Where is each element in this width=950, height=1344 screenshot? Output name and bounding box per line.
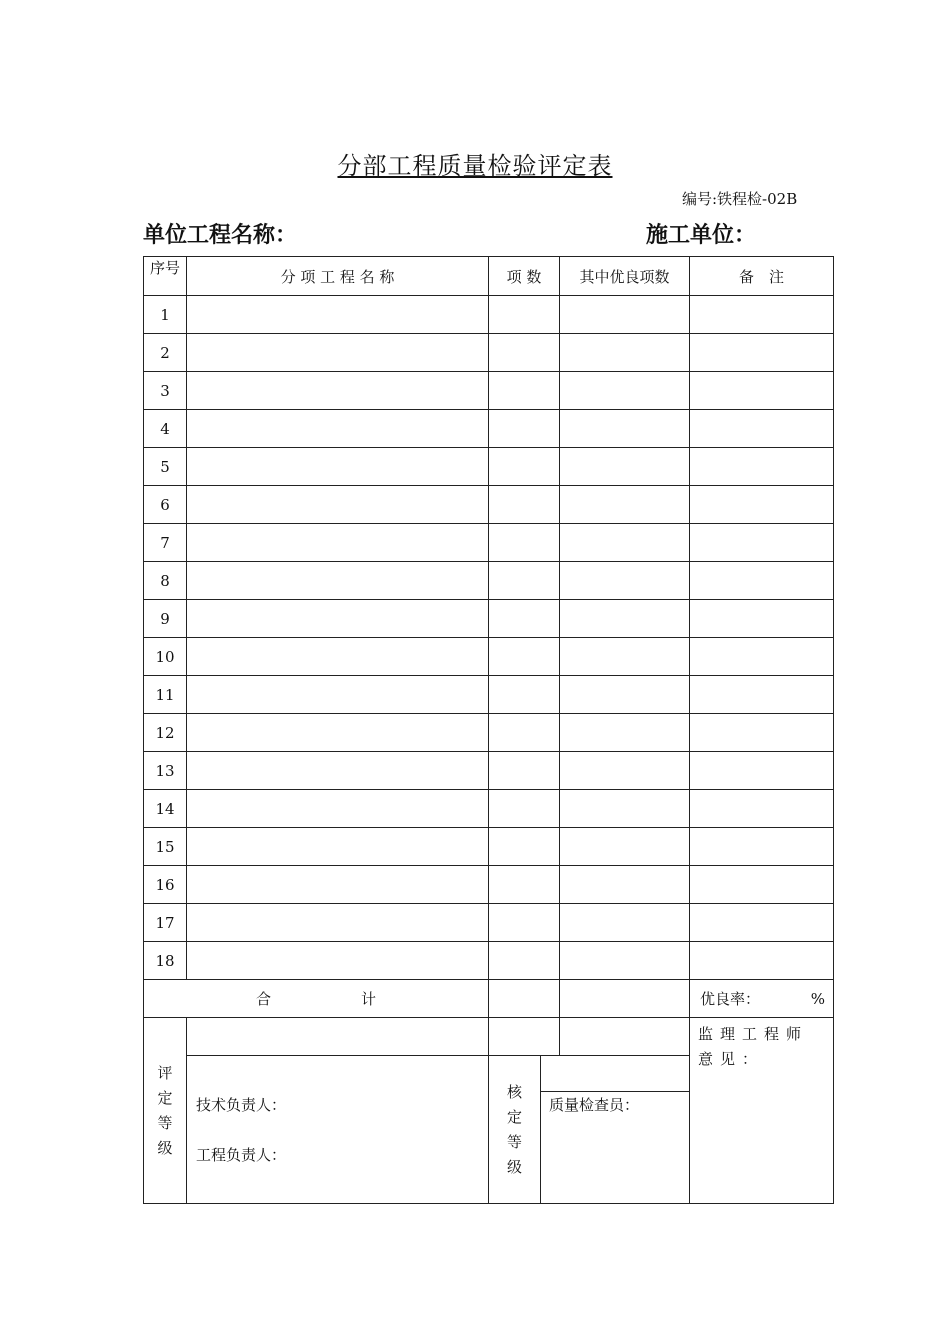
- table-row: [144, 372, 834, 410]
- rate-label: 优良率：: [700, 990, 761, 1008]
- remark-cell[interactable]: [690, 752, 834, 790]
- table-row: [144, 524, 834, 562]
- seq-cell: 10: [144, 638, 187, 676]
- tech-lead-label: 技术负责人：: [196, 1096, 287, 1114]
- subitem-name-cell[interactable]: [187, 904, 489, 942]
- grade-excellent-cell[interactable]: [560, 1018, 690, 1056]
- remark-cell[interactable]: [690, 524, 834, 562]
- remark-cell[interactable]: [690, 904, 834, 942]
- seq-cell: 2: [144, 334, 187, 372]
- table-row: [144, 790, 834, 828]
- name-header: 分 项 工 程 名 称: [187, 257, 489, 296]
- supervisor-opinion[interactable]: 监理工程师意见：: [690, 1018, 834, 1204]
- unit-project-label: 单位工程名称：: [143, 223, 298, 248]
- excellent-count-cell[interactable]: [560, 676, 690, 714]
- excellent-header: 其中优良项数: [560, 257, 690, 296]
- seq-cell: 6: [144, 486, 187, 524]
- seq-cell: 5: [144, 448, 187, 486]
- grade-row-top: [144, 1018, 834, 1056]
- remark-cell[interactable]: [690, 410, 834, 448]
- seq-cell: 12: [144, 714, 187, 752]
- subitem-name-cell[interactable]: [187, 828, 489, 866]
- seq-cell: 3: [144, 372, 187, 410]
- remark-header: 备 注: [690, 257, 834, 296]
- subitem-name-cell[interactable]: [187, 562, 489, 600]
- table-row: [144, 448, 834, 486]
- count-cell[interactable]: [489, 904, 560, 942]
- subitem-name-cell[interactable]: [187, 410, 489, 448]
- remark-cell[interactable]: [690, 448, 834, 486]
- subitem-name-cell[interactable]: [187, 638, 489, 676]
- subitem-name-cell[interactable]: [187, 866, 489, 904]
- excellent-count-cell[interactable]: [560, 600, 690, 638]
- seq-cell: 1: [144, 296, 187, 334]
- excellent-count-cell[interactable]: [560, 296, 690, 334]
- remark-cell[interactable]: [690, 866, 834, 904]
- remark-cell[interactable]: [690, 296, 834, 334]
- subitem-name-cell[interactable]: [187, 296, 489, 334]
- eng-lead-label: 工程负责人：: [196, 1146, 287, 1164]
- table-row: [144, 486, 834, 524]
- table-row: [144, 942, 834, 980]
- total-row: [144, 980, 834, 1018]
- count-cell[interactable]: [489, 866, 560, 904]
- count-cell[interactable]: [489, 638, 560, 676]
- count-cell[interactable]: [489, 410, 560, 448]
- count-cell[interactable]: [489, 562, 560, 600]
- total-count-cell[interactable]: [489, 980, 560, 1018]
- verify-grade-label: 核 定 等 级: [489, 1056, 541, 1204]
- table-row: [144, 638, 834, 676]
- excellent-count-cell[interactable]: [560, 828, 690, 866]
- table-row: [144, 828, 834, 866]
- table-header-row: [144, 257, 834, 296]
- remark-cell[interactable]: [690, 676, 834, 714]
- evaluation-table: [143, 256, 834, 1204]
- table-row: [144, 296, 834, 334]
- remark-cell[interactable]: [690, 372, 834, 410]
- subitem-name-cell[interactable]: [187, 714, 489, 752]
- count-cell[interactable]: [489, 334, 560, 372]
- remark-cell[interactable]: [690, 600, 834, 638]
- qc-inspector-cell[interactable]: [541, 1092, 690, 1204]
- excellent-count-cell[interactable]: [560, 904, 690, 942]
- excellent-count-cell[interactable]: [560, 410, 690, 448]
- total-excellent-cell[interactable]: [560, 980, 690, 1018]
- subitem-name-cell[interactable]: [187, 752, 489, 790]
- count-cell[interactable]: [489, 714, 560, 752]
- seq-cell: 14: [144, 790, 187, 828]
- table-row: [144, 904, 834, 942]
- count-cell[interactable]: [489, 790, 560, 828]
- remark-cell[interactable]: [690, 638, 834, 676]
- grade-value-cell[interactable]: [187, 1018, 489, 1056]
- grade-label: 评 定 等 级: [144, 1018, 187, 1204]
- table-row: [144, 562, 834, 600]
- excellent-count-cell[interactable]: [560, 752, 690, 790]
- total-label: 合 计: [144, 980, 489, 1018]
- remark-cell[interactable]: [690, 714, 834, 752]
- page-title: 分部工程质量检验评定表: [337, 152, 613, 180]
- table-row: [144, 866, 834, 904]
- remark-cell[interactable]: [690, 790, 834, 828]
- table-row: [144, 600, 834, 638]
- table-body: [144, 296, 834, 980]
- excellent-count-cell[interactable]: [560, 372, 690, 410]
- table-row: [144, 410, 834, 448]
- seq-cell: 18: [144, 942, 187, 980]
- subitem-name-cell[interactable]: [187, 524, 489, 562]
- count-cell[interactable]: [489, 942, 560, 980]
- seq-cell: 11: [144, 676, 187, 714]
- remark-cell[interactable]: [690, 486, 834, 524]
- subitem-name-cell[interactable]: [187, 790, 489, 828]
- count-cell[interactable]: [489, 676, 560, 714]
- excellent-count-cell[interactable]: [560, 790, 690, 828]
- excellent-count-cell[interactable]: [560, 334, 690, 372]
- count-cell[interactable]: [489, 372, 560, 410]
- remark-cell[interactable]: [690, 828, 834, 866]
- subitem-name-cell[interactable]: [187, 448, 489, 486]
- verify-grade-cell[interactable]: [541, 1056, 690, 1092]
- subitem-name-cell[interactable]: [187, 676, 489, 714]
- count-cell[interactable]: [489, 600, 560, 638]
- grade-count-cell[interactable]: [489, 1018, 560, 1056]
- count-cell[interactable]: [489, 448, 560, 486]
- excellent-count-cell[interactable]: [560, 562, 690, 600]
- contractor-label: 施工单位：: [646, 223, 757, 248]
- subitem-name-cell[interactable]: [187, 486, 489, 524]
- excellent-count-cell[interactable]: [560, 942, 690, 980]
- seq-cell: 8: [144, 562, 187, 600]
- table-row: [144, 676, 834, 714]
- form-code: 编号:铁程检-02B: [682, 190, 798, 208]
- count-cell[interactable]: [489, 524, 560, 562]
- subitem-name-cell[interactable]: [187, 942, 489, 980]
- remark-cell[interactable]: [690, 562, 834, 600]
- remark-cell[interactable]: [690, 334, 834, 372]
- excellent-count-cell[interactable]: [560, 524, 690, 562]
- count-cell[interactable]: [489, 752, 560, 790]
- table-row: [144, 334, 834, 372]
- seq-cell: 4: [144, 410, 187, 448]
- table-row: [144, 752, 834, 790]
- seq-cell: 16: [144, 866, 187, 904]
- count-header: 项 数: [489, 257, 560, 296]
- excellent-count-cell[interactable]: [560, 866, 690, 904]
- seq-header: 序号: [144, 257, 187, 296]
- seq-cell: 15: [144, 828, 187, 866]
- subitem-name-cell[interactable]: [187, 372, 489, 410]
- seq-cell: 13: [144, 752, 187, 790]
- table-row: [144, 714, 834, 752]
- excellent-rate-cell[interactable]: [690, 980, 834, 1018]
- seq-cell: 9: [144, 600, 187, 638]
- excellent-count-cell[interactable]: [560, 714, 690, 752]
- excellent-count-cell[interactable]: [560, 486, 690, 524]
- seq-cell: 17: [144, 904, 187, 942]
- subitem-name-cell[interactable]: [187, 334, 489, 372]
- signatures-cell[interactable]: [187, 1056, 489, 1204]
- count-cell[interactable]: [489, 296, 560, 334]
- count-cell[interactable]: [489, 828, 560, 866]
- excellent-count-cell[interactable]: [560, 448, 690, 486]
- count-cell[interactable]: [489, 486, 560, 524]
- subitem-name-cell[interactable]: [187, 600, 489, 638]
- excellent-count-cell[interactable]: [560, 638, 690, 676]
- remark-cell[interactable]: [690, 942, 834, 980]
- qc-inspector-label: 质量检查员：: [549, 1096, 640, 1114]
- rate-unit: %: [810, 990, 825, 1008]
- seq-cell: 7: [144, 524, 187, 562]
